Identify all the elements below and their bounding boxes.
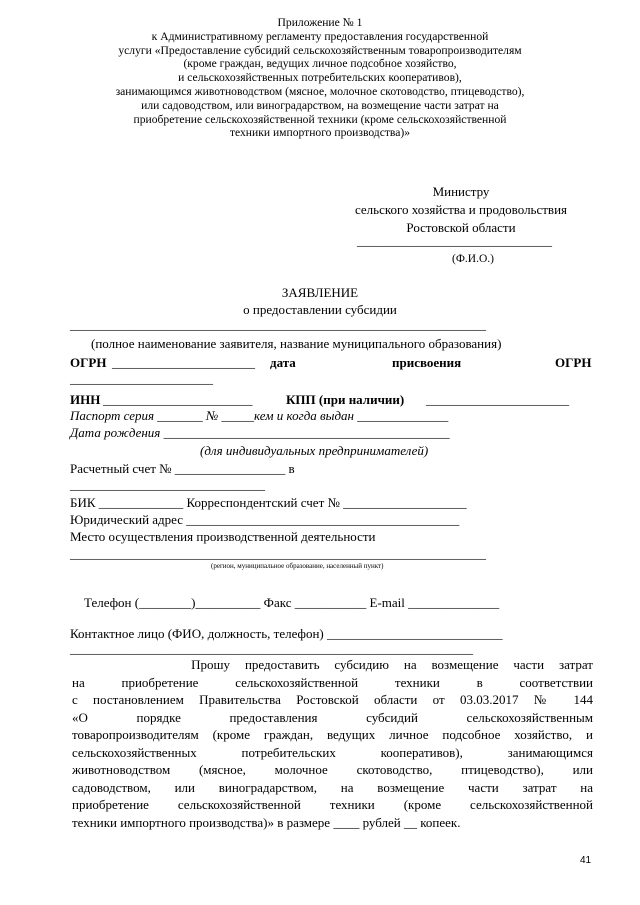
applicant-name-field[interactable]: ________________________________________________________________ — [70, 317, 486, 332]
appendix-line: техники импортного производства)» — [229, 126, 411, 140]
addressee-title: Министру — [432, 184, 490, 199]
ogrn-date-field[interactable]: ______________________ — [70, 371, 213, 386]
activity-place-label: Место осуществления производственной деятельности — [70, 529, 376, 544]
appendix-line: занимающимся животноводством (мясное, молочное скотоводство, птицеводство), — [115, 84, 525, 98]
ip-caption: (для индивидуальных предпринимателей) — [200, 443, 429, 458]
appendix-header — [60, 16, 580, 140]
paragraph-line: сельскохозяйственных потребительских кооперативов), занимающимся — [72, 744, 593, 760]
addressee-region: Ростовской области — [406, 220, 516, 235]
appendix-line: и сельскохозяйственных потребительских кооперативов), — [178, 71, 462, 85]
fio-line[interactable]: ______________________________ — [357, 233, 552, 248]
activity-place-field[interactable]: ________________________________________________________________ — [70, 546, 486, 561]
assignment-label: присвоения — [392, 355, 462, 370]
document-title: ЗАЯВЛЕНИЕ — [281, 285, 359, 300]
applicant-caption: (полное наименование заявителя, название муниципального образования) — [91, 336, 502, 351]
birth-date-field[interactable]: Дата рождения ____________________________________________ — [70, 425, 450, 440]
inn-field[interactable]: _______________________ — [103, 392, 253, 407]
appendix-line: к Административному регламенту предоставления государственной — [151, 29, 489, 43]
bank-name-field[interactable]: ______________________________ — [70, 477, 265, 492]
activity-place-caption: (регион, муниципальное образование, населенный пункт) — [211, 562, 384, 570]
paragraph-line: товаропроизводителям (кроме граждан, ведущих личное подсобное хозяйство, и — [72, 727, 593, 742]
passport-field[interactable]: Паспорт серия _______ № _____кем и когда выдан ______________ — [70, 408, 449, 423]
page-number: 41 — [580, 855, 592, 866]
paragraph-line: животноводством (мясное, молочное скотоводство, птицеводство), или — [72, 762, 593, 777]
document-subtitle: о предоставлении субсидии — [243, 302, 397, 317]
kpp-field[interactable]: ______________________ — [426, 392, 569, 407]
ogrn-label-2: ОГРН — [555, 355, 592, 370]
appendix-line: Приложение № 1 — [277, 16, 363, 29]
ogrn-field[interactable]: ______________________ — [112, 355, 255, 370]
bik-corr-account-field[interactable]: БИК _____________ Корреспондентский счет № ___________________ — [70, 495, 467, 510]
contact-person-field[interactable]: Контактное лицо (ФИО, должность, телефон) ___________________________ — [70, 626, 503, 641]
fio-caption: (Ф.И.О.) — [452, 253, 494, 265]
paragraph-line: садоводством, или виноградарством, на возмещение части затрат на — [72, 779, 593, 795]
paragraph-line: с постановлением Правительства Ростовской области от 03.03.2017 № 144 — [72, 692, 593, 707]
ogrn-label: ОГРН — [70, 355, 107, 370]
appendix-line: приобретение сельскохозяйственной техники (кроме сельскохозяйственной — [133, 112, 507, 126]
date-label: дата — [270, 355, 296, 370]
appendix-line: или садоводством, или виноградарством, на возмещение части затрат на — [141, 98, 499, 112]
addressee-block — [330, 183, 592, 237]
appendix-line: услуги «Предоставление субсидий сельскохозяйственным товаропроизводителям — [118, 43, 522, 57]
contacts-field[interactable]: Телефон (________)__________ Факс ___________ E-mail ______________ — [84, 595, 500, 610]
kpp-label: КПП (при наличии) — [286, 392, 405, 407]
legal-address-field[interactable]: Юридический адрес __________________________________________ — [70, 512, 460, 527]
appendix-line: (кроме граждан, ведущих личное подсобное хозяйство, — [183, 57, 457, 71]
paragraph-line: «О порядке предоставления субсидий сельскохозяйственным — [72, 709, 593, 725]
paragraph-line: Прошу предоставить субсидию на возмещение части затрат — [72, 657, 593, 672]
paragraph-line: техники импортного производства)» в размере ____ рублей __ копеек. — [72, 814, 461, 830]
account-field[interactable]: Расчетный счет № _________________ в — [70, 461, 295, 476]
paragraph-line: приобретение сельскохозяйственной техники (кроме сельскохозяйственной — [72, 797, 593, 812]
addressee-ministry: сельского хозяйства и продовольствия — [354, 202, 568, 217]
paragraph-line: на приобретение сельскохозяйственной техники в соответствии — [72, 674, 593, 690]
inn-label: ИНН — [70, 392, 101, 407]
contact-person-field-2[interactable]: ______________________________________________________________ — [70, 641, 473, 656]
request-paragraph — [72, 656, 593, 831]
